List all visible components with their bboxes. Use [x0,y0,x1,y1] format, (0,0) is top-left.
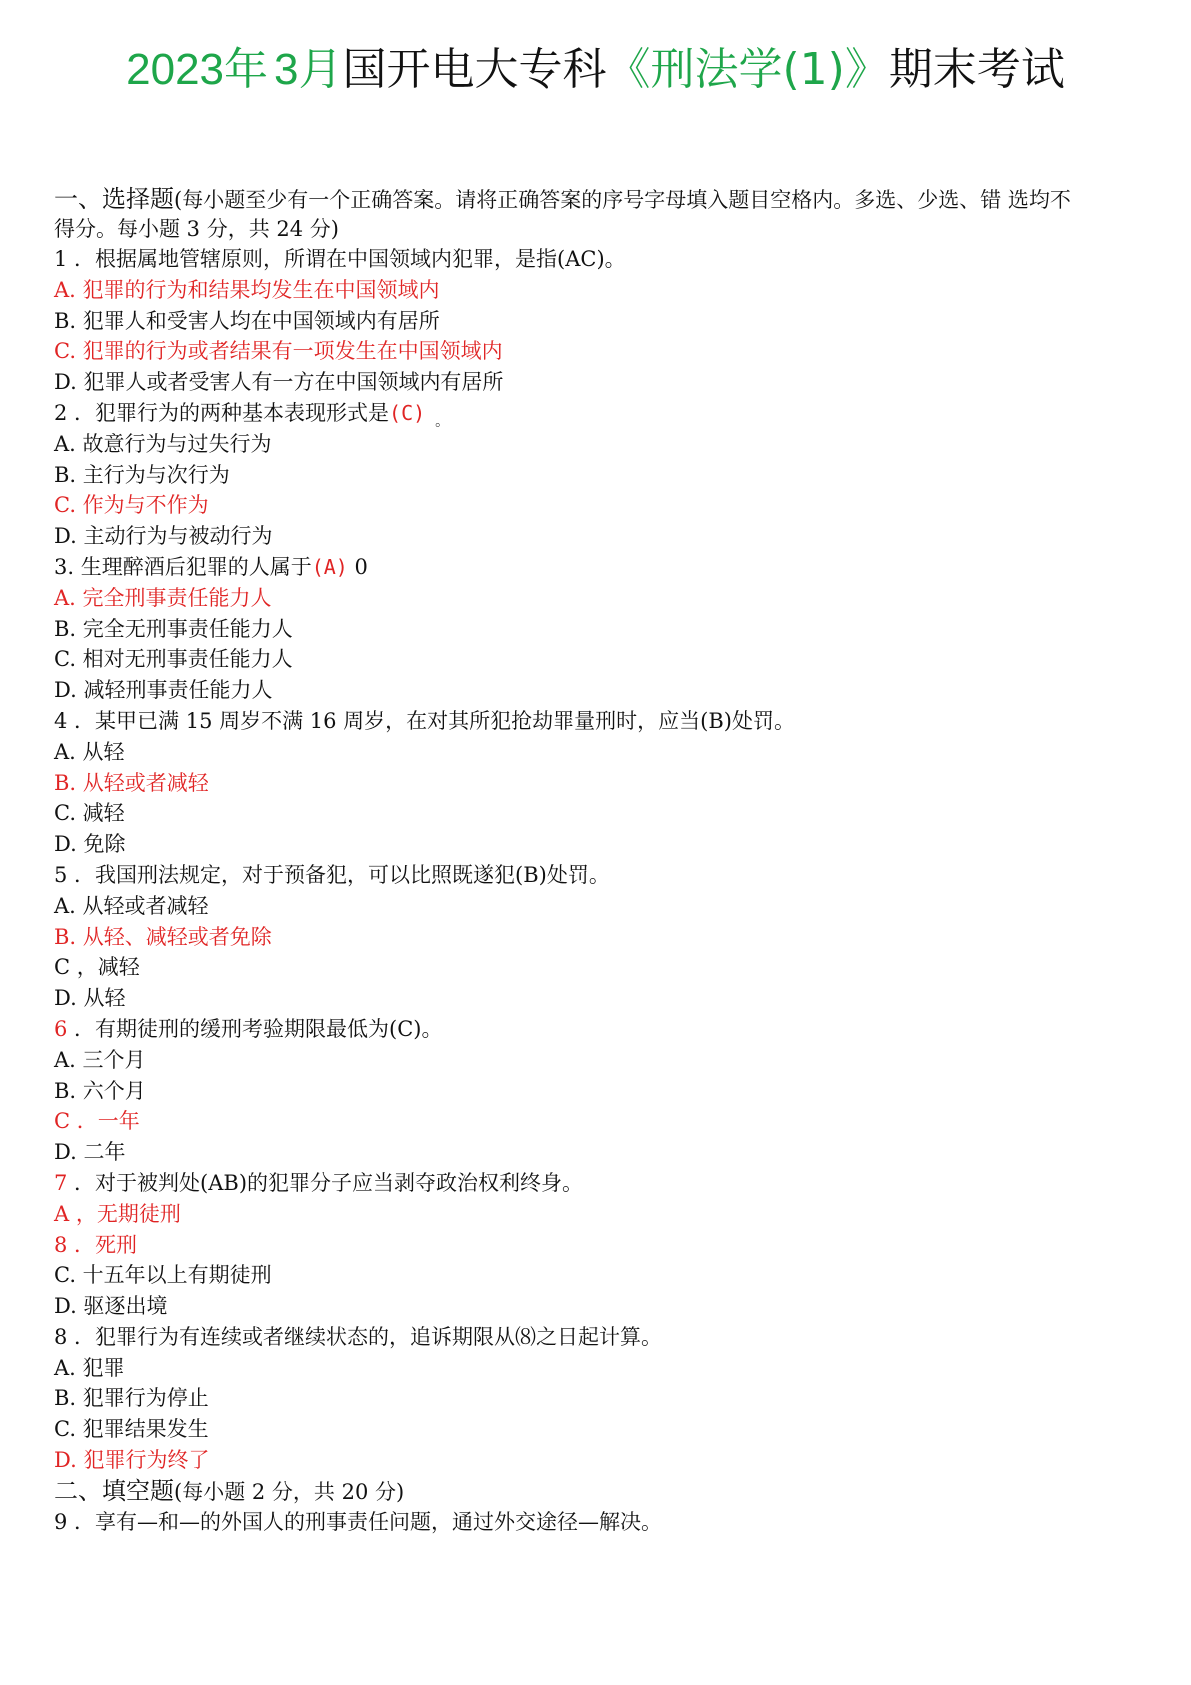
option: A. 从轻 [54,739,125,764]
question-stem-text: 3. 生理醉酒后犯罪的人属于 [54,554,312,579]
question-stem: 5 ．我国刑法规定，对于预备犯，可以比照既遂犯(B)处罚。 [54,862,610,887]
option: D. 减轻刑事责任能力人 [54,678,273,703]
option-correct: C ．一年 [54,1109,140,1134]
question-stem: 1 ．根据属地管辖原则，所谓在中国领域内犯罪，是指(AC)。 [54,247,626,271]
title-main: 国开电大专科 [342,44,607,95]
exam-content [54,184,1144,1537]
option: B. 主行为与次行为 [54,462,230,487]
option: D. 驱逐出境 [54,1294,168,1319]
section-1-note: (每小题至少有一个正确答案。请将正确答案的序号字母填入题目空格内。多选、少选、错 选均不 [174,188,1071,212]
option: C. 十五年以上有期徒刑 [54,1263,272,1288]
title-suffix: 期末考试 [888,44,1065,95]
option: D. 犯罪人或者受害人有一方在中国领域内有居所 [54,370,504,395]
section-2-heading [54,1476,1144,1507]
title-yue: 月 [298,44,343,95]
option-correct: A ，无期徒刑 [54,1201,181,1226]
option: C. 减轻 [54,801,125,826]
title-month: 3 [274,45,299,94]
option: B. 犯罪人和受害人均在中国领域内有居所 [54,308,440,333]
option: A. 犯罪 [54,1355,125,1380]
option-correct: A. 犯罪的行为和结果均发生在中国领域内 [54,277,440,302]
option: B. 六个月 [54,1078,146,1103]
question-number: 7 [54,1170,68,1195]
title-close-quote: 》 [844,44,889,95]
title-year: 2023 [126,45,225,94]
question-stem-end: 0 [347,554,368,579]
question-answer: (A) [311,554,348,579]
section-2-title: 二、填空题 [54,1476,174,1505]
option-correct: A. 完全刑事责任能力人 [54,585,272,610]
question-stem: 9 ．享有—和—的外国人的刑事责任问题，通过外交途径—解决。 [54,1509,663,1534]
exam-title [0,42,1191,98]
option: A. 故意行为与过失行为 [54,431,272,456]
option: D. 从轻 [54,986,126,1011]
option: C. 相对无刑事责任能力人 [54,647,293,672]
option-correct: B. 从轻、减轻或者免除 [54,924,272,949]
option: C ，减轻 [54,955,140,980]
option-correct: 8 ．死刑 [54,1232,138,1257]
section-1-note-cont: 得分。每小题 3 分，共 24 分) [54,217,339,241]
option: D. 二年 [54,1140,126,1165]
question-number: 6 [54,1016,68,1041]
question-stem-end: 。 [435,413,450,430]
question-stem [54,1168,1144,1199]
section-1-title: 一、选择题 [54,185,174,213]
option-correct: C. 作为与不作为 [54,493,209,518]
option: B. 完全无刑事责任能力人 [54,616,293,641]
question-stem-text: ．有期徒刑的缓刑考验期限最低为(C)。 [67,1016,443,1041]
option: D. 免除 [54,832,126,857]
option-correct: D. 犯罪行为终了 [54,1448,210,1473]
question-answer: (C) [389,400,426,425]
question-stem-text: ．对于被判处(AB)的犯罪分子应当剥夺政治权利终身。 [67,1170,584,1195]
title-open-quote: 《 [606,44,651,95]
question-stem [54,552,1144,583]
title-subject: 刑法学(1) [650,44,845,95]
option: A. 从轻或者减轻 [54,893,209,918]
option: B. 犯罪行为停止 [54,1386,209,1411]
option-correct: B. 从轻或者减轻 [54,770,209,795]
option: C. 犯罪结果发生 [54,1417,209,1442]
question-stem: 8 ．犯罪行为有连续或者继续状态的，追诉期限从⑻之日起计算。 [54,1324,663,1349]
question-stem [54,398,1144,429]
question-stem-text: 2 ．犯罪行为的两种基本表现形式是 [54,400,390,425]
title-nian: 年 [224,44,269,95]
section-1-heading [54,184,1144,214]
option: D. 主动行为与被动行为 [54,524,273,549]
option: A. 三个月 [54,1047,146,1072]
question-stem [54,1014,1144,1045]
section-2-note: (每小题 2 分，共 20 分) [174,1479,405,1504]
question-stem: 4 ．某甲已满 15 周岁不满 16 周岁，在对其所犯抢劫罪量刑时，应当(B)处罚。 [54,708,795,733]
option-correct: C. 犯罪的行为或者结果有一项发生在中国领域内 [54,339,503,364]
